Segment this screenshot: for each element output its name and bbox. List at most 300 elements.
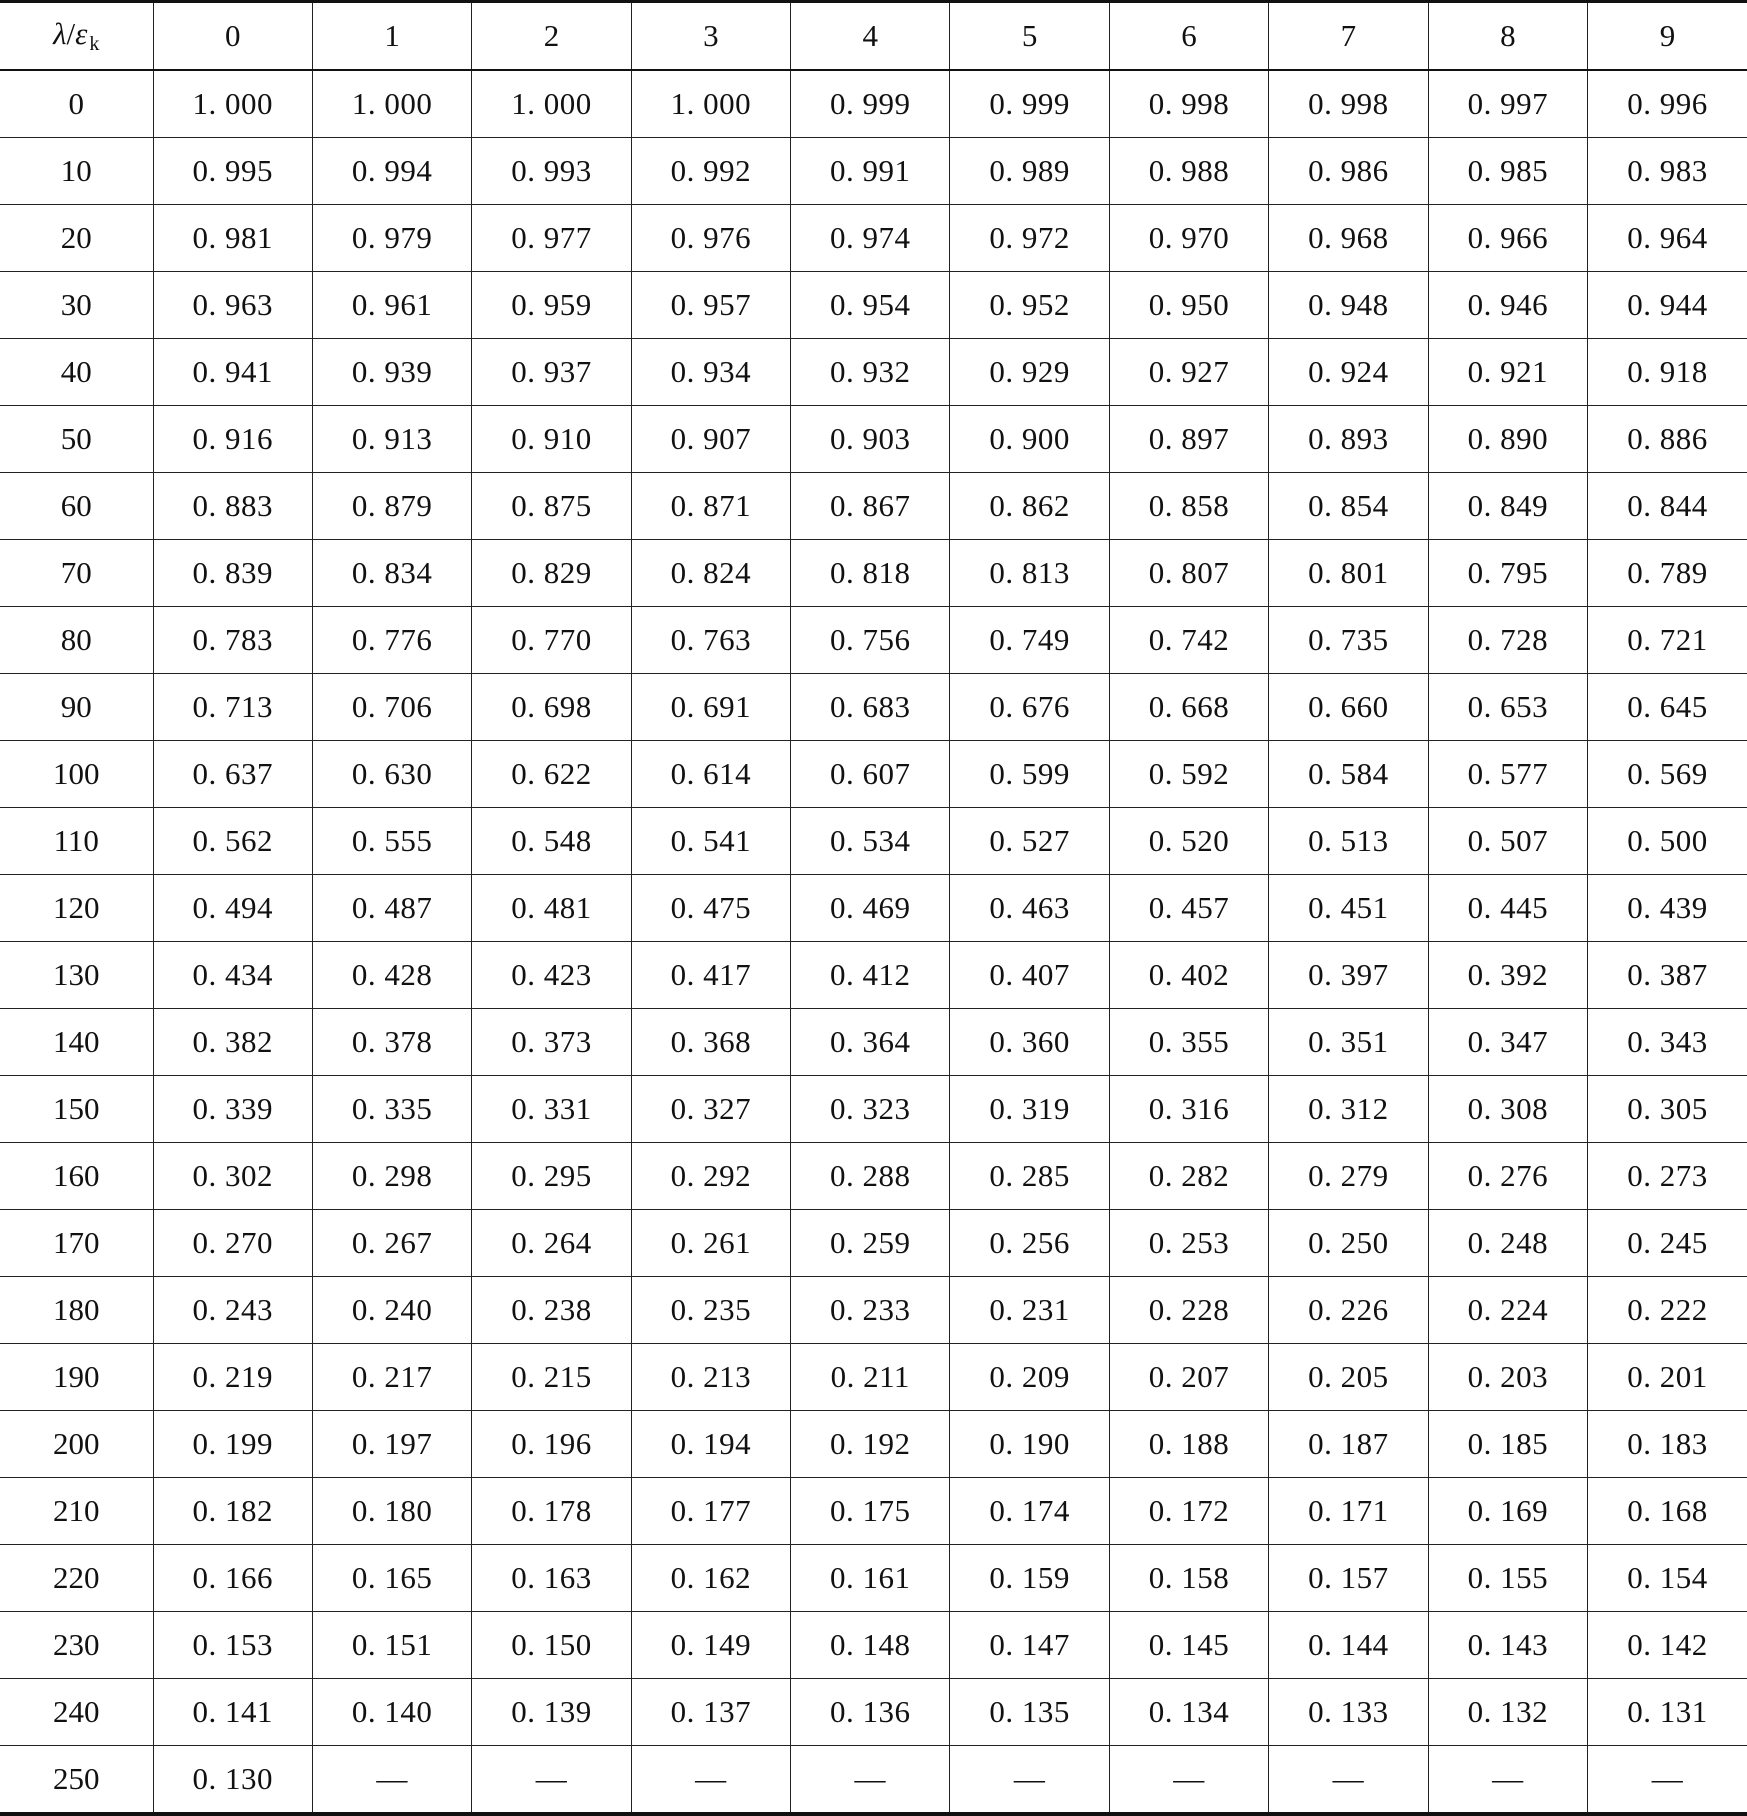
table-cell: 0. 977 bbox=[472, 205, 631, 272]
table-cell: 0. 890 bbox=[1428, 406, 1587, 473]
table-cell: 0. 134 bbox=[1109, 1679, 1268, 1746]
table-row bbox=[0, 138, 1747, 205]
table-cell: 0. 776 bbox=[312, 607, 471, 674]
table-cell: 0. 213 bbox=[631, 1344, 790, 1411]
table-row bbox=[0, 205, 1747, 272]
table-header bbox=[0, 2, 1747, 71]
table-cell: 0. 185 bbox=[1428, 1411, 1587, 1478]
table-cell: 0. 228 bbox=[1109, 1277, 1268, 1344]
table-cell: 0. 475 bbox=[631, 875, 790, 942]
table-row bbox=[0, 339, 1747, 406]
table-cell: 0. 439 bbox=[1588, 875, 1747, 942]
table-cell: 0. 343 bbox=[1588, 1009, 1747, 1076]
table-row bbox=[0, 1612, 1747, 1679]
table-cell: — bbox=[1269, 1746, 1428, 1815]
table-row bbox=[0, 1009, 1747, 1076]
table-body bbox=[0, 70, 1747, 1814]
table-cell: 0. 178 bbox=[472, 1478, 631, 1545]
table-cell: 0. 285 bbox=[950, 1143, 1109, 1210]
table-cell: 0. 713 bbox=[153, 674, 312, 741]
table-cell: 0. 875 bbox=[472, 473, 631, 540]
table-cell: 0. 132 bbox=[1428, 1679, 1587, 1746]
table-cell: 0. 259 bbox=[791, 1210, 950, 1277]
table-cell: 0. 520 bbox=[1109, 808, 1268, 875]
table-cell: 0. 168 bbox=[1588, 1478, 1747, 1545]
table-cell: 0. 998 bbox=[1269, 70, 1428, 138]
table-cell: 0. 900 bbox=[950, 406, 1109, 473]
table-cell: 0. 144 bbox=[1269, 1612, 1428, 1679]
column-header: 0 bbox=[153, 2, 312, 71]
table-cell: 0. 397 bbox=[1269, 942, 1428, 1009]
row-label: 70 bbox=[0, 540, 153, 607]
table-cell: 0. 150 bbox=[472, 1612, 631, 1679]
table-cell: 0. 151 bbox=[312, 1612, 471, 1679]
table-cell: 1. 000 bbox=[153, 70, 312, 138]
table-cell: 0. 886 bbox=[1588, 406, 1747, 473]
table-cell: 0. 944 bbox=[1588, 272, 1747, 339]
table-row bbox=[0, 70, 1747, 138]
table-cell: 0. 913 bbox=[312, 406, 471, 473]
table-cell: 0. 261 bbox=[631, 1210, 790, 1277]
table-cell: 0. 387 bbox=[1588, 942, 1747, 1009]
table-cell: 0. 264 bbox=[472, 1210, 631, 1277]
table-cell: 0. 217 bbox=[312, 1344, 471, 1411]
table-cell: 0. 163 bbox=[472, 1545, 631, 1612]
table-cell: — bbox=[950, 1746, 1109, 1815]
table-cell: 0. 986 bbox=[1269, 138, 1428, 205]
table-cell: 0. 653 bbox=[1428, 674, 1587, 741]
column-header: 8 bbox=[1428, 2, 1587, 71]
table-cell: 0. 948 bbox=[1269, 272, 1428, 339]
table-cell: 0. 789 bbox=[1588, 540, 1747, 607]
table-cell: 0. 137 bbox=[631, 1679, 790, 1746]
table-cell: 1. 000 bbox=[312, 70, 471, 138]
table-cell: 0. 862 bbox=[950, 473, 1109, 540]
table-cell: 0. 487 bbox=[312, 875, 471, 942]
table-cell: 0. 327 bbox=[631, 1076, 790, 1143]
table-cell: 0. 527 bbox=[950, 808, 1109, 875]
table-cell: 0. 849 bbox=[1428, 473, 1587, 540]
row-label: 40 bbox=[0, 339, 153, 406]
row-label: 190 bbox=[0, 1344, 153, 1411]
table-cell: 0. 548 bbox=[472, 808, 631, 875]
table-cell: 0. 941 bbox=[153, 339, 312, 406]
table-cell: 0. 339 bbox=[153, 1076, 312, 1143]
table-cell: 0. 368 bbox=[631, 1009, 790, 1076]
table-cell: 0. 188 bbox=[1109, 1411, 1268, 1478]
row-label: 150 bbox=[0, 1076, 153, 1143]
table-cell: 0. 844 bbox=[1588, 473, 1747, 540]
table-cell: 0. 250 bbox=[1269, 1210, 1428, 1277]
table-cell: 0. 735 bbox=[1269, 607, 1428, 674]
table-cell: 0. 893 bbox=[1269, 406, 1428, 473]
table-cell: 0. 166 bbox=[153, 1545, 312, 1612]
table-cell: 0. 140 bbox=[312, 1679, 471, 1746]
table-cell: 0. 245 bbox=[1588, 1210, 1747, 1277]
table-cell: 0. 194 bbox=[631, 1411, 790, 1478]
table-cell: 0. 298 bbox=[312, 1143, 471, 1210]
table-cell: 0. 316 bbox=[1109, 1076, 1268, 1143]
row-label: 220 bbox=[0, 1545, 153, 1612]
table-cell: 0. 964 bbox=[1588, 205, 1747, 272]
table-cell: 0. 331 bbox=[472, 1076, 631, 1143]
table-row bbox=[0, 1746, 1747, 1815]
table-cell: 0. 295 bbox=[472, 1143, 631, 1210]
table-cell: 0. 201 bbox=[1588, 1344, 1747, 1411]
table-cell: 0. 970 bbox=[1109, 205, 1268, 272]
table-cell: 0. 139 bbox=[472, 1679, 631, 1746]
table-cell: 0. 445 bbox=[1428, 875, 1587, 942]
table-cell: 0. 952 bbox=[950, 272, 1109, 339]
table-cell: 0. 205 bbox=[1269, 1344, 1428, 1411]
table-cell: 0. 867 bbox=[791, 473, 950, 540]
row-label: 130 bbox=[0, 942, 153, 1009]
table-cell: 0. 235 bbox=[631, 1277, 790, 1344]
table-cell: 0. 721 bbox=[1588, 607, 1747, 674]
table-cell: 0. 130 bbox=[153, 1746, 312, 1815]
table-cell: 0. 858 bbox=[1109, 473, 1268, 540]
table-cell: 0. 451 bbox=[1269, 875, 1428, 942]
table-cell: 0. 347 bbox=[1428, 1009, 1587, 1076]
table-cell: 0. 187 bbox=[1269, 1411, 1428, 1478]
table-cell: 0. 961 bbox=[312, 272, 471, 339]
table-cell: 0. 423 bbox=[472, 942, 631, 1009]
table-cell: 0. 457 bbox=[1109, 875, 1268, 942]
table-cell: 0. 929 bbox=[950, 339, 1109, 406]
table-cell: 0. 158 bbox=[1109, 1545, 1268, 1612]
table-cell: — bbox=[791, 1746, 950, 1815]
table-row bbox=[0, 406, 1747, 473]
table-cell: 0. 770 bbox=[472, 607, 631, 674]
table-cell: 0. 834 bbox=[312, 540, 471, 607]
table-cell: 0. 243 bbox=[153, 1277, 312, 1344]
table-cell: 0. 968 bbox=[1269, 205, 1428, 272]
column-header: 6 bbox=[1109, 2, 1268, 71]
table-cell: 0. 165 bbox=[312, 1545, 471, 1612]
table-cell: 0. 903 bbox=[791, 406, 950, 473]
row-label: 90 bbox=[0, 674, 153, 741]
table-cell: — bbox=[1588, 1746, 1747, 1815]
table-cell: 0. 305 bbox=[1588, 1076, 1747, 1143]
table-cell: 0. 494 bbox=[153, 875, 312, 942]
table-cell: 0. 988 bbox=[1109, 138, 1268, 205]
table-cell: 0. 273 bbox=[1588, 1143, 1747, 1210]
table-cell: 0. 256 bbox=[950, 1210, 1109, 1277]
table-cell: 0. 728 bbox=[1428, 607, 1587, 674]
table-cell: 0. 302 bbox=[153, 1143, 312, 1210]
table-cell: 0. 998 bbox=[1109, 70, 1268, 138]
row-label: 200 bbox=[0, 1411, 153, 1478]
row-label: 0 bbox=[0, 70, 153, 138]
table-cell: 0. 319 bbox=[950, 1076, 1109, 1143]
table-cell: 0. 364 bbox=[791, 1009, 950, 1076]
table-cell: 1. 000 bbox=[472, 70, 631, 138]
table-cell: 0. 801 bbox=[1269, 540, 1428, 607]
table-cell: 0. 169 bbox=[1428, 1478, 1587, 1545]
table-cell: 0. 871 bbox=[631, 473, 790, 540]
row-label: 140 bbox=[0, 1009, 153, 1076]
table-cell: 0. 238 bbox=[472, 1277, 631, 1344]
table-cell: 0. 937 bbox=[472, 339, 631, 406]
table-cell: 0. 407 bbox=[950, 942, 1109, 1009]
table-cell: 0. 569 bbox=[1588, 741, 1747, 808]
table-cell: 0. 622 bbox=[472, 741, 631, 808]
table-row bbox=[0, 473, 1747, 540]
table-cell: 0. 270 bbox=[153, 1210, 312, 1277]
table-row bbox=[0, 808, 1747, 875]
table-cell: 0. 954 bbox=[791, 272, 950, 339]
table-cell: 0. 149 bbox=[631, 1612, 790, 1679]
table-cell: 0. 135 bbox=[950, 1679, 1109, 1746]
table-cell: 0. 918 bbox=[1588, 339, 1747, 406]
table-row bbox=[0, 272, 1747, 339]
table-cell: 0. 683 bbox=[791, 674, 950, 741]
table-row bbox=[0, 741, 1747, 808]
table-cell: 0. 829 bbox=[472, 540, 631, 607]
table-cell: 0. 897 bbox=[1109, 406, 1268, 473]
row-label: 160 bbox=[0, 1143, 153, 1210]
table-cell: 0. 584 bbox=[1269, 741, 1428, 808]
table-cell: 0. 219 bbox=[153, 1344, 312, 1411]
row-label: 210 bbox=[0, 1478, 153, 1545]
table-cell: 0. 226 bbox=[1269, 1277, 1428, 1344]
table-row bbox=[0, 875, 1747, 942]
table-cell: 0. 974 bbox=[791, 205, 950, 272]
table-cell: 0. 555 bbox=[312, 808, 471, 875]
table-cell: 0. 402 bbox=[1109, 942, 1268, 1009]
table-cell: 0. 950 bbox=[1109, 272, 1268, 339]
table-cell: 0. 630 bbox=[312, 741, 471, 808]
table-cell: 0. 141 bbox=[153, 1679, 312, 1746]
table-cell: 0. 469 bbox=[791, 875, 950, 942]
table-cell: 0. 288 bbox=[791, 1143, 950, 1210]
table-cell: 0. 157 bbox=[1269, 1545, 1428, 1612]
table-cell: 0. 783 bbox=[153, 607, 312, 674]
table-cell: 0. 351 bbox=[1269, 1009, 1428, 1076]
column-header: 4 bbox=[791, 2, 950, 71]
table-cell: 0. 154 bbox=[1588, 1545, 1747, 1612]
epsilon-symbol: ε bbox=[75, 16, 88, 51]
table-cell: 0. 162 bbox=[631, 1545, 790, 1612]
table-cell: 0. 373 bbox=[472, 1009, 631, 1076]
table-cell: 0. 883 bbox=[153, 473, 312, 540]
table-cell: 0. 312 bbox=[1269, 1076, 1428, 1143]
table-cell: 0. 392 bbox=[1428, 942, 1587, 1009]
table-cell: 0. 541 bbox=[631, 808, 790, 875]
table-cell: 0. 136 bbox=[791, 1679, 950, 1746]
row-label: 60 bbox=[0, 473, 153, 540]
table-cell: 0. 992 bbox=[631, 138, 790, 205]
table-cell: 0. 916 bbox=[153, 406, 312, 473]
table-cell: 0. 985 bbox=[1428, 138, 1587, 205]
table-cell: 0. 142 bbox=[1588, 1612, 1747, 1679]
row-label: 250 bbox=[0, 1746, 153, 1815]
table-cell: 0. 763 bbox=[631, 607, 790, 674]
table-cell: 0. 355 bbox=[1109, 1009, 1268, 1076]
table-cell: 0. 813 bbox=[950, 540, 1109, 607]
table-cell: 0. 996 bbox=[1588, 70, 1747, 138]
table-cell: 0. 133 bbox=[1269, 1679, 1428, 1746]
table-cell: 0. 323 bbox=[791, 1076, 950, 1143]
table-row bbox=[0, 942, 1747, 1009]
table-cell: 0. 607 bbox=[791, 741, 950, 808]
row-label: 30 bbox=[0, 272, 153, 339]
table-cell: 0. 999 bbox=[950, 70, 1109, 138]
table-cell: 0. 972 bbox=[950, 205, 1109, 272]
table-cell: 0. 481 bbox=[472, 875, 631, 942]
table-row bbox=[0, 1143, 1747, 1210]
table-row bbox=[0, 1277, 1747, 1344]
column-header: 7 bbox=[1269, 2, 1428, 71]
table-cell: 0. 360 bbox=[950, 1009, 1109, 1076]
table-cell: 0. 197 bbox=[312, 1411, 471, 1478]
table-cell: 0. 999 bbox=[791, 70, 950, 138]
table-row bbox=[0, 1210, 1747, 1277]
table-cell: 0. 203 bbox=[1428, 1344, 1587, 1411]
table-cell: 0. 959 bbox=[472, 272, 631, 339]
table-cell: 1. 000 bbox=[631, 70, 790, 138]
table-cell: 0. 983 bbox=[1588, 138, 1747, 205]
table-cell: 0. 818 bbox=[791, 540, 950, 607]
table-cell: 0. 233 bbox=[791, 1277, 950, 1344]
table-cell: 0. 222 bbox=[1588, 1277, 1747, 1344]
table-row bbox=[0, 607, 1747, 674]
table-cell: 0. 171 bbox=[1269, 1478, 1428, 1545]
table-cell: 0. 153 bbox=[153, 1612, 312, 1679]
table-cell: 0. 939 bbox=[312, 339, 471, 406]
table-cell: 0. 993 bbox=[472, 138, 631, 205]
row-label: 180 bbox=[0, 1277, 153, 1344]
corner-header-cell bbox=[0, 2, 153, 71]
row-label: 230 bbox=[0, 1612, 153, 1679]
table-cell: 0. 927 bbox=[1109, 339, 1268, 406]
table-cell: 0. 279 bbox=[1269, 1143, 1428, 1210]
table-cell: 0. 795 bbox=[1428, 540, 1587, 607]
table-cell: 0. 500 bbox=[1588, 808, 1747, 875]
table-cell: 0. 147 bbox=[950, 1612, 1109, 1679]
table-cell: 0. 994 bbox=[312, 138, 471, 205]
table-cell: 0. 161 bbox=[791, 1545, 950, 1612]
column-header: 5 bbox=[950, 2, 1109, 71]
table-cell: 0. 190 bbox=[950, 1411, 1109, 1478]
table-row bbox=[0, 1478, 1747, 1545]
table-cell: 0. 148 bbox=[791, 1612, 950, 1679]
table-cell: 0. 614 bbox=[631, 741, 790, 808]
table-row bbox=[0, 674, 1747, 741]
table-cell: 0. 854 bbox=[1269, 473, 1428, 540]
table-cell: 0. 463 bbox=[950, 875, 1109, 942]
table-cell: 0. 599 bbox=[950, 741, 1109, 808]
table-cell: 0. 824 bbox=[631, 540, 790, 607]
table-cell: 0. 215 bbox=[472, 1344, 631, 1411]
table-cell: 0. 879 bbox=[312, 473, 471, 540]
table-cell: 0. 668 bbox=[1109, 674, 1268, 741]
table-cell: 0. 932 bbox=[791, 339, 950, 406]
table-row bbox=[0, 1076, 1747, 1143]
table-cell: 0. 577 bbox=[1428, 741, 1587, 808]
table-cell: 0. 989 bbox=[950, 138, 1109, 205]
table-cell: — bbox=[1109, 1746, 1268, 1815]
column-header: 9 bbox=[1588, 2, 1747, 71]
table-cell: — bbox=[312, 1746, 471, 1815]
row-label: 80 bbox=[0, 607, 153, 674]
table-cell: 0. 267 bbox=[312, 1210, 471, 1277]
table-cell: 0. 534 bbox=[791, 808, 950, 875]
table-cell: 0. 292 bbox=[631, 1143, 790, 1210]
table-cell: 0. 182 bbox=[153, 1478, 312, 1545]
table-cell: 0. 562 bbox=[153, 808, 312, 875]
table-cell: 0. 742 bbox=[1109, 607, 1268, 674]
table-cell: 0. 592 bbox=[1109, 741, 1268, 808]
lambda-symbol: λ bbox=[53, 16, 67, 51]
row-label: 10 bbox=[0, 138, 153, 205]
row-label: 50 bbox=[0, 406, 153, 473]
table-cell: 0. 676 bbox=[950, 674, 1109, 741]
column-header: 1 bbox=[312, 2, 471, 71]
table-cell: 0. 691 bbox=[631, 674, 790, 741]
table-cell: 0. 282 bbox=[1109, 1143, 1268, 1210]
table-cell: 0. 698 bbox=[472, 674, 631, 741]
table-cell: — bbox=[1428, 1746, 1587, 1815]
row-label: 20 bbox=[0, 205, 153, 272]
table-cell: 0. 957 bbox=[631, 272, 790, 339]
table-cell: 0. 660 bbox=[1269, 674, 1428, 741]
table-cell: 0. 910 bbox=[472, 406, 631, 473]
column-header: 3 bbox=[631, 2, 790, 71]
table-cell: 0. 428 bbox=[312, 942, 471, 1009]
table-cell: 0. 749 bbox=[950, 607, 1109, 674]
table-cell: 0. 378 bbox=[312, 1009, 471, 1076]
table-cell: 0. 412 bbox=[791, 942, 950, 1009]
table-row bbox=[0, 1545, 1747, 1612]
table-cell: 0. 145 bbox=[1109, 1612, 1268, 1679]
table-cell: 0. 997 bbox=[1428, 70, 1587, 138]
table-cell: 0. 382 bbox=[153, 1009, 312, 1076]
column-header: 2 bbox=[472, 2, 631, 71]
table-cell: 0. 513 bbox=[1269, 808, 1428, 875]
subscript-k: k bbox=[89, 33, 100, 55]
table-cell: 0. 240 bbox=[312, 1277, 471, 1344]
table-cell: 0. 976 bbox=[631, 205, 790, 272]
table-cell: 0. 308 bbox=[1428, 1076, 1587, 1143]
table-cell: — bbox=[472, 1746, 631, 1815]
table-cell: 0. 921 bbox=[1428, 339, 1587, 406]
table-row bbox=[0, 1344, 1747, 1411]
table-cell: 0. 991 bbox=[791, 138, 950, 205]
table-cell: 0. 231 bbox=[950, 1277, 1109, 1344]
table-cell: 0. 807 bbox=[1109, 540, 1268, 607]
header-row bbox=[0, 2, 1747, 71]
table-cell: 0. 199 bbox=[153, 1411, 312, 1478]
table-cell: 0. 177 bbox=[631, 1478, 790, 1545]
table-cell: 0. 207 bbox=[1109, 1344, 1268, 1411]
table-cell: 0. 159 bbox=[950, 1545, 1109, 1612]
row-label: 170 bbox=[0, 1210, 153, 1277]
table-cell: 0. 180 bbox=[312, 1478, 471, 1545]
table-cell: 0. 172 bbox=[1109, 1478, 1268, 1545]
table-cell: 0. 417 bbox=[631, 942, 790, 1009]
table-cell: 0. 507 bbox=[1428, 808, 1587, 875]
table-cell: 0. 143 bbox=[1428, 1612, 1587, 1679]
table-cell: 0. 248 bbox=[1428, 1210, 1587, 1277]
table-cell: — bbox=[631, 1746, 790, 1815]
table-cell: 0. 946 bbox=[1428, 272, 1587, 339]
row-label: 120 bbox=[0, 875, 153, 942]
table-cell: 0. 981 bbox=[153, 205, 312, 272]
table-cell: 0. 756 bbox=[791, 607, 950, 674]
table-cell: 0. 645 bbox=[1588, 674, 1747, 741]
table-cell: 0. 196 bbox=[472, 1411, 631, 1478]
